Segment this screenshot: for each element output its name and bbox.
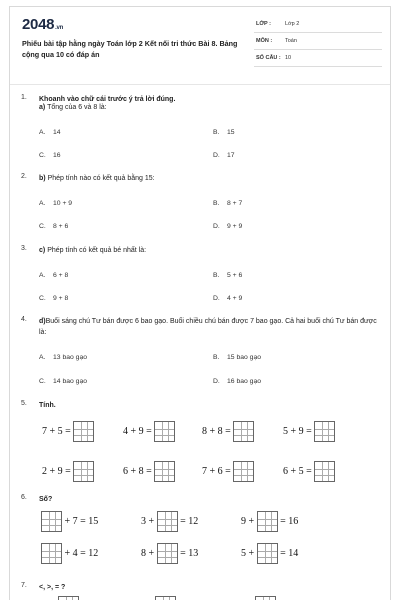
question-subtext: [39, 104, 107, 111]
option-b[interactable]: [213, 272, 242, 279]
sub-label: d): [39, 318, 46, 325]
option-b[interactable]: [213, 200, 242, 207]
question-title: Tính.: [39, 402, 56, 409]
option-d[interactable]: [213, 223, 242, 230]
option-letter: A.: [39, 200, 46, 207]
answer-grid-box[interactable]: [257, 543, 278, 564]
answer-grid-box[interactable]: [155, 596, 176, 600]
option-letter: C.: [39, 223, 46, 230]
option-c[interactable]: [39, 152, 61, 159]
meta-key: SỐ CÂU :: [256, 55, 281, 61]
expression-text: + 4 = 12: [64, 548, 99, 559]
question-title: <, >, = ?: [39, 584, 66, 591]
addition-expression: [123, 461, 175, 482]
option-d[interactable]: [213, 378, 261, 385]
expression-text: 9 +: [241, 516, 255, 527]
option-a[interactable]: [39, 200, 72, 207]
option-text: 14 bao gạo: [53, 378, 88, 385]
expression-text: = 13: [180, 548, 199, 559]
question-body: Buổi sáng chú Tư bán được 6 bao gạo. Buổi chiều chú bán được 7 bao gạo. Cả hai buổi chú Tư bán được là:: [39, 318, 377, 336]
option-letter: C.: [39, 378, 46, 385]
meta-value: Lớp 2: [285, 21, 300, 27]
missing-number-expression: [241, 511, 298, 532]
logo-suffix: .vn: [55, 25, 63, 31]
comparison-expression: [58, 596, 79, 600]
answer-grid-box[interactable]: [41, 511, 62, 532]
question-number: 4.: [21, 316, 27, 323]
option-letter: D.: [213, 152, 220, 159]
question-text: [39, 245, 379, 256]
answer-grid-box[interactable]: [154, 461, 175, 482]
expression-text: 7 + 6 =: [202, 466, 231, 477]
sub-label: a): [39, 104, 46, 111]
addition-expression: [202, 461, 254, 482]
addition-expression: [202, 421, 254, 442]
question-number: 2.: [21, 173, 27, 180]
answer-grid-box[interactable]: [58, 596, 79, 600]
sub-label: b): [39, 175, 46, 182]
meta-row-class: [254, 16, 382, 33]
answer-grid-box[interactable]: [255, 596, 276, 600]
option-text: 9 + 9: [227, 223, 243, 230]
addition-expression: [123, 421, 175, 442]
option-letter: C.: [39, 152, 46, 159]
expression-text: 3 +: [141, 516, 155, 527]
answer-grid-box[interactable]: [314, 461, 335, 482]
option-c[interactable]: [39, 223, 68, 230]
addition-expression: [42, 421, 94, 442]
option-text: 8 + 6: [53, 223, 69, 230]
option-d[interactable]: [213, 152, 235, 159]
option-text: 17: [227, 152, 235, 159]
option-letter: A.: [39, 272, 46, 279]
meta-row-count: [254, 50, 382, 67]
expression-text: = 16: [280, 516, 299, 527]
question-number: 6.: [21, 494, 27, 501]
missing-number-expression: [141, 543, 198, 564]
option-letter: B.: [213, 272, 220, 279]
meta-key: MÔN :: [256, 38, 273, 44]
expression-text: 4 + 9 =: [123, 426, 152, 437]
option-letter: D.: [213, 295, 220, 302]
comparison-expression: [255, 596, 276, 600]
option-text: 4 + 9: [227, 295, 243, 302]
answer-grid-box[interactable]: [154, 421, 175, 442]
question-number: 5.: [21, 400, 27, 407]
addition-expression: [283, 421, 335, 442]
question-number: 7.: [21, 582, 27, 589]
meta-key: LỚP :: [256, 21, 271, 27]
question-body: Phép tính có kết quả bé nhất là:: [47, 247, 147, 254]
addition-expression: [283, 461, 335, 482]
expression-text: 8 +: [141, 548, 155, 559]
addition-expression: [42, 461, 94, 482]
expression-text: 5 +: [241, 548, 255, 559]
expression-text: = 12: [180, 516, 199, 527]
question-text: [39, 316, 379, 338]
option-text: 15: [227, 129, 235, 136]
expression-text: 6 + 8 =: [123, 466, 152, 477]
option-b[interactable]: [213, 354, 261, 361]
expression-text: + 7 = 15: [64, 516, 99, 527]
option-letter: D.: [213, 223, 220, 230]
meta-row-subject: [254, 33, 382, 50]
question-number: 3.: [21, 245, 27, 252]
option-a[interactable]: [39, 129, 61, 136]
answer-grid-box[interactable]: [41, 543, 62, 564]
missing-number-expression: [41, 543, 98, 564]
answer-grid-box[interactable]: [157, 543, 178, 564]
logo-text: 2048: [22, 16, 55, 33]
worksheet-title: Phiếu bài tập hằng ngày Toán lớp 2 Kết nối tri thức Bài 8. Bảng cộng qua 10 có đáp án: [22, 39, 238, 59]
option-c[interactable]: [39, 295, 68, 302]
option-letter: B.: [213, 354, 220, 361]
option-a[interactable]: [39, 272, 68, 279]
answer-grid-box[interactable]: [73, 421, 94, 442]
meta-value: Toán: [285, 38, 297, 44]
answer-grid-box[interactable]: [257, 511, 278, 532]
option-b[interactable]: [213, 129, 235, 136]
question-number: 1.: [21, 94, 27, 101]
expression-text: 6 + 5 =: [283, 466, 312, 477]
question-title: Số?: [39, 496, 53, 503]
option-text: 5 + 6: [227, 272, 243, 279]
comparison-expression: [155, 596, 176, 600]
answer-grid-box[interactable]: [314, 421, 335, 442]
expression-text: 8 + 8 =: [202, 426, 231, 437]
missing-number-expression: [241, 543, 298, 564]
answer-grid-box[interactable]: [157, 511, 178, 532]
option-letter: B.: [213, 200, 220, 207]
question-body: Phép tính nào có kết quả bằng 15:: [47, 175, 155, 182]
expression-text: 7 + 5 =: [42, 426, 71, 437]
option-a[interactable]: [39, 354, 87, 361]
option-text: 16: [53, 152, 61, 159]
sub-label: c): [39, 247, 46, 254]
option-letter: B.: [213, 129, 220, 136]
option-c[interactable]: [39, 378, 87, 385]
question-text: [39, 173, 379, 184]
option-text: 8 + 7: [227, 200, 243, 207]
option-text: 16 bao gạo: [227, 378, 262, 385]
meta-value: 10: [285, 55, 292, 61]
option-text: 15 bao gạo: [227, 354, 262, 361]
worksheet-page: [9, 6, 391, 600]
answer-grid-box[interactable]: [233, 461, 254, 482]
option-text: 14: [53, 129, 61, 136]
missing-number-expression: [41, 511, 98, 532]
option-text: 10 + 9: [53, 200, 73, 207]
option-letter: C.: [39, 295, 46, 302]
header-divider: [10, 84, 390, 85]
answer-grid-box[interactable]: [233, 421, 254, 442]
option-letter: A.: [39, 129, 46, 136]
option-letter: A.: [39, 354, 46, 361]
missing-number-expression: [141, 511, 198, 532]
answer-grid-box[interactable]: [73, 461, 94, 482]
meta-table: [254, 16, 382, 67]
question-title: Khoanh vào chữ cái trước ý trả lời đúng.: [39, 96, 176, 103]
expression-text: 5 + 9 =: [283, 426, 312, 437]
option-text: 6 + 8: [53, 272, 69, 279]
expression-text: = 14: [280, 548, 299, 559]
option-letter: D.: [213, 378, 220, 385]
site-logo[interactable]: [22, 16, 63, 33]
sub-text: Tổng của 6 và 8 là:: [47, 104, 107, 111]
option-text: 13 bao gạo: [53, 354, 88, 361]
option-text: 9 + 8: [53, 295, 69, 302]
expression-text: 2 + 9 =: [42, 466, 71, 477]
option-d[interactable]: [213, 295, 242, 302]
